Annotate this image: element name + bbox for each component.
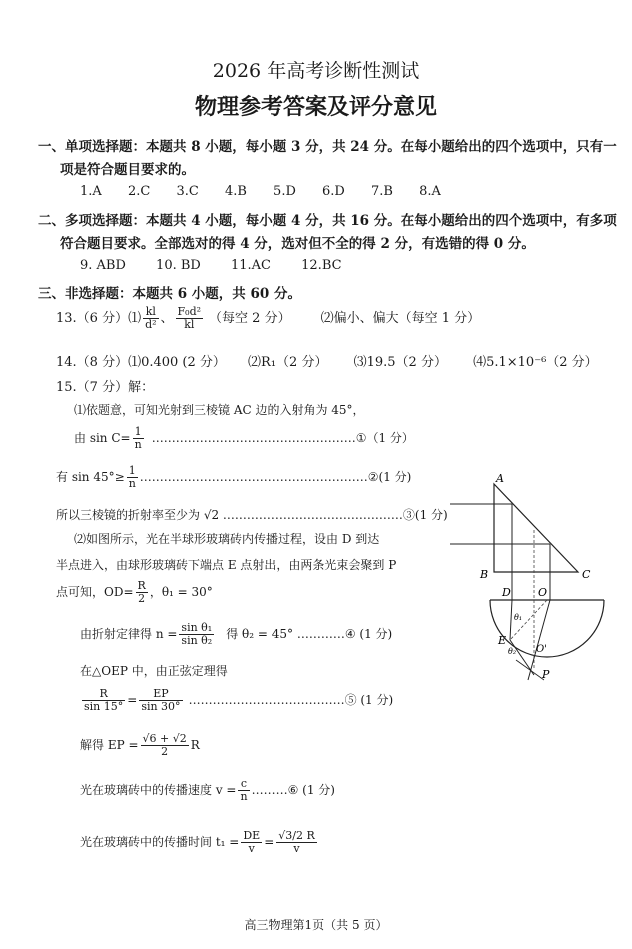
answer-5: 5.D [273,184,296,199]
label-C: C [582,568,591,581]
q15-line10: $\frac{R}{\sin 15^\circ}$ = $\frac{EP}{\sin 30^\circ}$ …………………………………⑤ (1 分) [84,687,394,713]
q13-fraction-1: $\frac{kl}{\text{d²}}$ [145,305,157,331]
label-E: E [498,634,507,647]
q15-line12: 光在玻璃砖中的传播速度 v = $\frac{c}{n}$ ………⑥ (1 分) [80,777,335,803]
answer-12: 12.BC [301,258,342,273]
q13-line [56,306,480,331]
q14-line [56,351,598,370]
q13-fraction-2: $\frac{\text{F₀d²}}{kl}$ [177,305,202,331]
q15-line6: 半点进入，由球形玻璃砖下端点 E 点射出，由两条光束会聚到 P [56,558,397,572]
q13-label: 13.（6 分）⑴ [56,311,142,326]
label-P: P [542,668,550,681]
section3-heading: 三、非选择题：本题共 6 小题，共 60 分。 [38,286,301,302]
cross-ray [516,660,544,680]
q15-line13: 光在玻璃砖中的传播时间 t₁ = $\frac{DE}{v}$ = $\frac{√3/2 R}{v}$ [80,829,315,855]
label-O-prime: O' [536,644,547,655]
answer-4: 4.B [224,184,247,199]
q14-part2: ⑵R₁（2 分） [248,355,328,370]
section1-heading-line1: 一、单项选择题：本题共 8 小题，每小题 3 分，共 24 分。在每小题给出的四个选项中，只有一 [38,139,617,155]
q13-separator: 、 [160,311,174,326]
q14-part3: ⑶19.5（2 分） [353,355,447,370]
q15-line9: 在△OEP 中，由正弦定理得 [80,664,228,678]
exam-title: 2026 年高考诊断性测试 [212,60,420,82]
refracted-ray-1 [510,600,512,640]
section2-answers [80,258,342,273]
label-theta1: θ₁ [514,613,523,622]
q13-part2: ⑵偏小、偏大（每空 1 分） [320,311,481,326]
q15-line1: ⑴依题意，可知光射到三棱镜 AC 边的入射角为 45°， [74,403,365,417]
answer-1: 1.A [80,184,102,199]
answer-8: 8.A [419,184,441,199]
prism-hemisphere-diagram [450,470,620,690]
section1-answers [80,184,441,199]
section2-heading-line1: 二、多项选择题：本题共 4 小题，每小题 4 分，共 16 分。在每小题给出的四个选项中，有多项 [38,213,617,229]
q15-label: 15.（7 分）解： [56,380,155,395]
label-B: B [480,568,489,581]
label-A: A [496,472,504,485]
answer-7: 7.B [370,184,393,199]
q15-line3: 有 sin 45°≥ $\frac{1}{n}$ …………………………………………………②(1 分) [56,464,412,490]
q15-line7: 点可知，OD= $\frac{R}{2}$ ，θ₁ = 30° [56,579,213,605]
q15-line11: 解得 EP = $\frac{√6 + √2}{2}$ R [80,732,200,758]
label-D: D [502,586,511,599]
q15-line5: ⑵如图所示，光在半球形玻璃砖内传播过程，设由 D 到达 [74,532,380,546]
section2-heading-line2: 符合题目要求。全部选对的得 4 分，选对但不全的得 2 分，有选错的得 0 分。 [60,236,535,252]
prism-triangle [494,484,578,572]
answer-10: 10. BD [156,258,201,273]
page-footer: 高三物理第1页（共 5 页） [244,918,388,932]
answer-11: 11.AC [230,258,271,273]
q13-note: （每空 2 分） [209,311,291,326]
answer-9: 9. ABD [80,258,126,273]
q14-part1: 14.（8 分）⑴0.400 (2 分） [56,355,226,370]
q14-part4: ⑷5.1×10⁻⁶（2 分） [473,355,598,370]
answer-2: 2.C [127,184,151,199]
label-theta2: θ₂ [508,647,517,656]
label-O: O [538,586,548,599]
q15-line4: 所以三棱镜的折射率至少为 √2 ………………………………………③(1 分) [56,508,448,522]
answer-6: 6.D [322,184,345,199]
q15-line8: 由折射定律得 n = $\frac{\text{sin θ₁}}{\text{sin θ₂}}$ 得 θ₂ = 45° …………④ (1 分) [80,621,393,647]
answer-3: 3.C [176,184,199,199]
section1-heading-line2: 项是符合题目要求的。 [60,162,195,178]
q15-line2: 由 sin C= $\frac{1}{n}$ ……………………………………………①（1 分） [74,425,414,451]
page-title: 物理参考答案及评分意见 [194,94,437,120]
